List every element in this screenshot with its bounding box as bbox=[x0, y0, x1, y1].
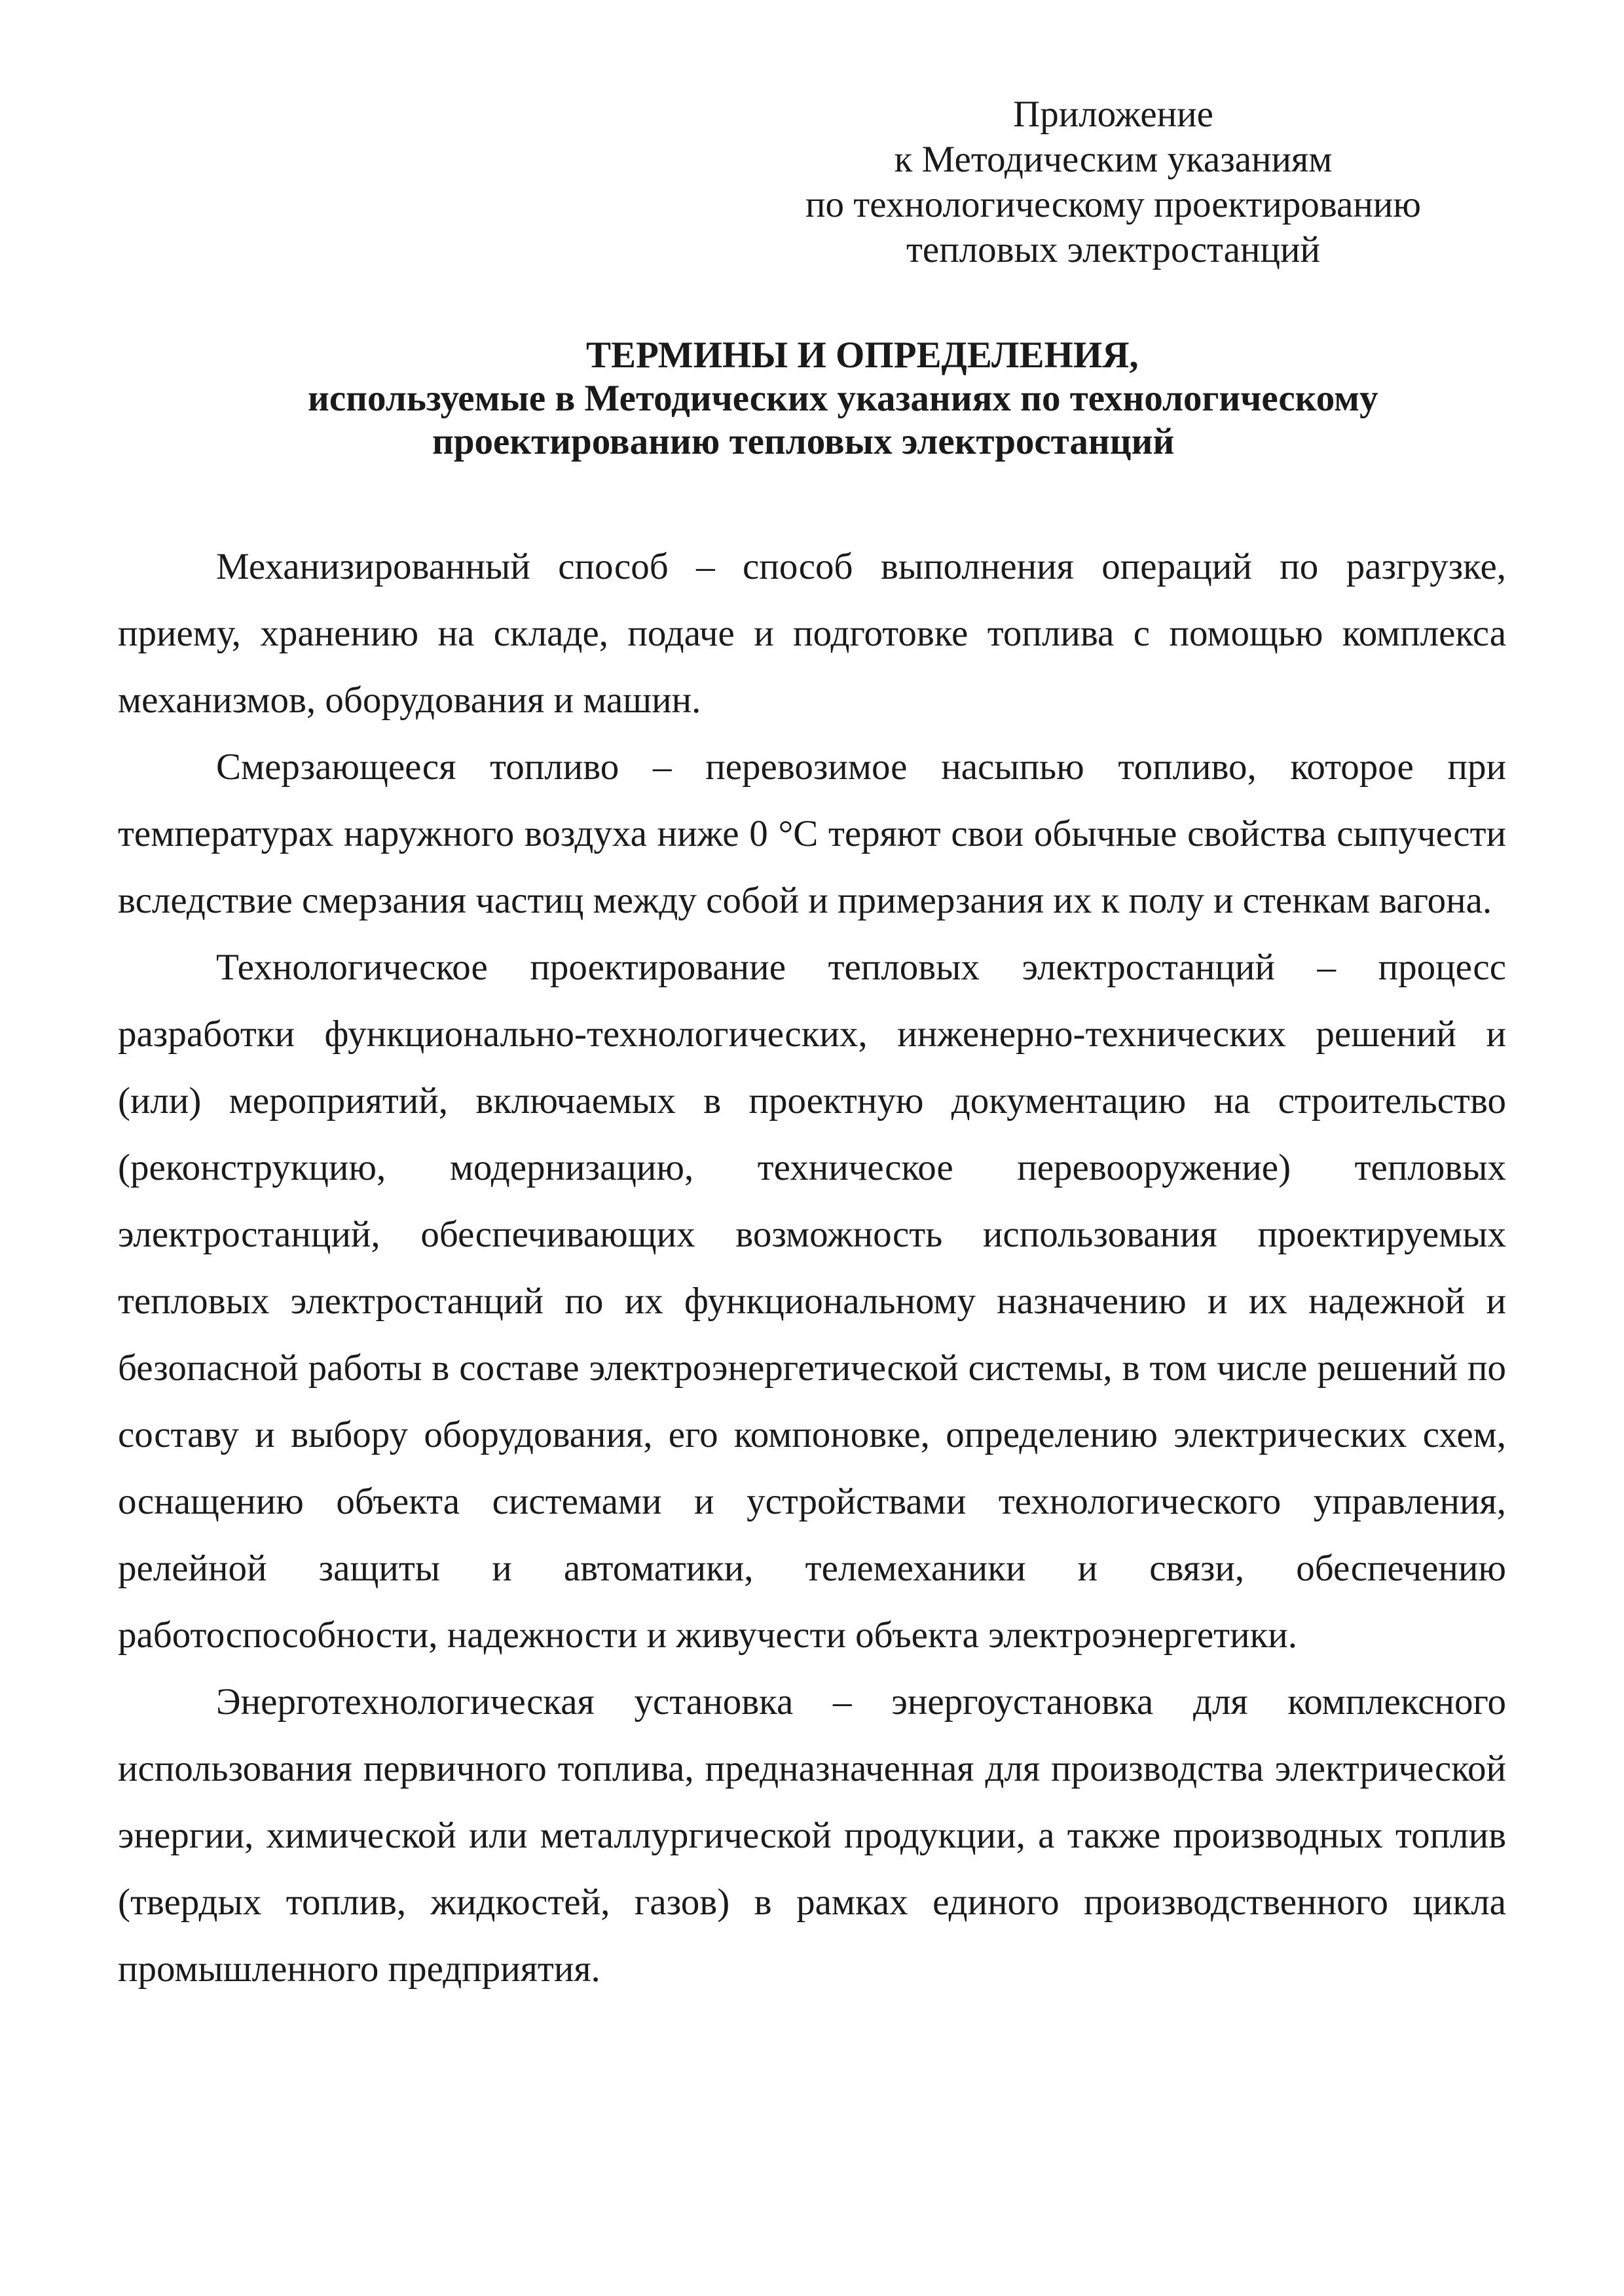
title-line-1: ТЕРМИНЫ И ОПРЕДЕЛЕНИЯ, bbox=[586, 335, 1139, 376]
title-line-3: проектированию тепловых электростанций bbox=[432, 421, 1175, 462]
attachment-line-2: к Методическим указаниям bbox=[894, 139, 1333, 180]
attachment-line-1: Приложение bbox=[1013, 94, 1213, 135]
definitions-body bbox=[118, 534, 1506, 2003]
document-title bbox=[118, 334, 1559, 464]
attachment-header bbox=[753, 92, 1473, 272]
definition-technological-design: Технологическое проектирование тепловых электростанций – процесс разработки функционально-технологических, инженерно-технических решений и (или) мероприятий, включаемых в проектную документацию на строительство (реконструкцию, модернизацию, техническое перевооружение) тепловых электростанций, обеспечивающих возможность использования проектируемых тепловых электростанций по их функциональному назначению и их надежной и безопасной работы в составе электроэнергетической системы, в том числе решений по составу и выбору оборудования, его компоновке, определению электрических схем, оснащению объекта системами и устройствами технологического управления, релейной защиты и автоматики, телемеханики и связи, обеспечению работоспособности, надежности и живучести объекта электроэнергетики. bbox=[118, 947, 1506, 1656]
attachment-line-3: по технологическому проектированию bbox=[805, 184, 1421, 225]
title-line-2: используемые в Методических указаниях по технологическому bbox=[308, 378, 1378, 419]
definition-mechanized-method: Механизированный способ – способ выполнения операций по разгрузке, приему, хранению на складе, подаче и подготовке топлива с помощью комплекса механизмов, оборудования и машин. bbox=[118, 546, 1506, 721]
definition-energy-technological-unit: Энерготехнологическая установка – энергоустановка для комплексного использования первичного топлива, предназначенная для производства электрической энергии, химической или металлургической продукции, а также производных топлив (твердых топлив, жидкостей, газов) в рамках единого производственного цикла промышленного предприятия. bbox=[118, 1681, 1506, 1990]
attachment-line-4: тепловых электростанций bbox=[906, 229, 1320, 270]
definition-freezing-fuel: Смерзающееся топливо – перевозимое насыпью топливо, которое при температурах наружного воздуха ниже 0 °C теряют свои обычные свойства сыпучести вследствие смерзания частиц между собой и примерзания их к полу и стенкам вагона. bbox=[118, 746, 1506, 921]
